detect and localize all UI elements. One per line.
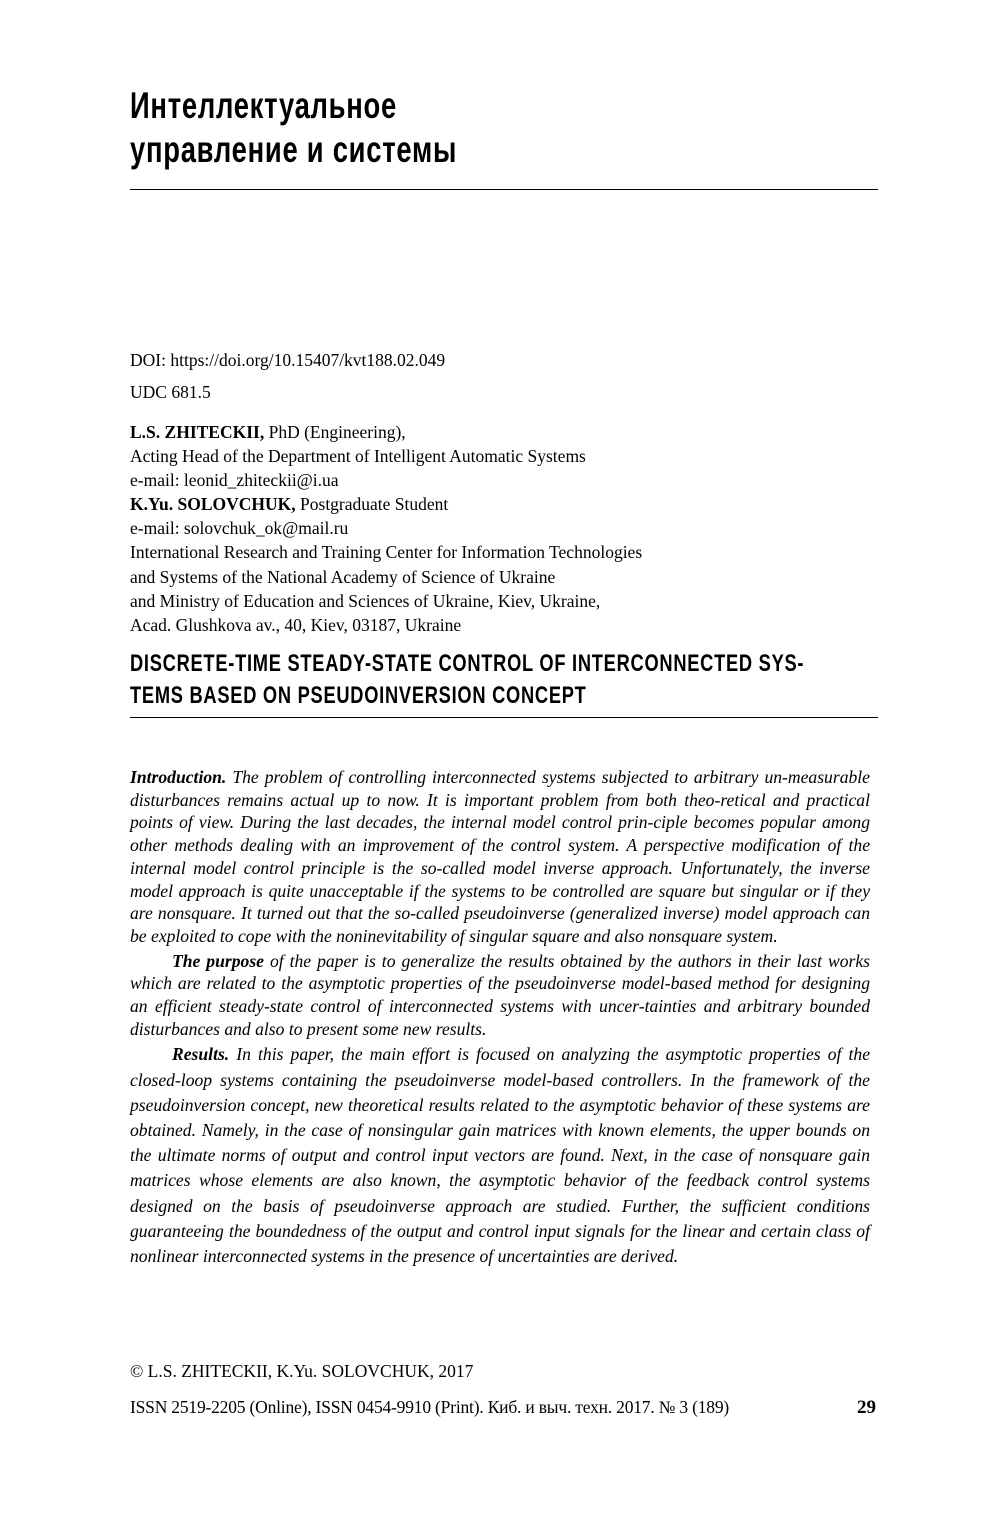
introduction-text: The problem of controlling interconnected systems subjected to arbitrary un-measurable disturbances remains actual up to now. It is important problem from both theo-retical and practical points of view. During the last decades, the internal model control prin-ciple becomes popular among other methods dealing with an improvement of the control system. A perspective modification of the internal model control principle is the so-called model inverse approach. Unfortunately, the inverse model approach is quite unacceptable if the systems to be controlled are square but singular or if they are nonsquare. It turned out that the so-called pseudoinverse (generalized inverse) model approach can be exploited to cope with the noninevitability of singular square and also nonsquare system. [130,767,870,946]
author-1-position: Acting Head of the Department of Intelligent Automatic Systems [130,446,586,467]
paper-title [130,648,878,712]
organization-line-4: Acad. Glushkova av., 40, Kiev, 03187, Ukraine [130,614,462,635]
section-heading-line-1: Интеллектуальное [130,85,397,126]
title-divider [130,717,878,718]
copyright-notice: © L.S. ZHITECKII, K.Yu. SOLOVCHUK, 2017 [130,1361,474,1381]
purpose-label: The purpose [172,950,264,971]
abstract-introduction [130,766,870,948]
abstract [130,766,870,1269]
organization-line-2: and Systems of the National Academy of Science of Ukraine [130,566,556,587]
author-2-line [130,492,642,516]
paper-title-line-2: TEMS BASED ON PSEUDOINVERSION CONCEPT [130,682,587,709]
purpose-text: of the paper is to generalize the results obtained by the authors in their last works which are related to the asymptotic properties of the pseudoinverse model-based method for designing an efficient steady-state control of interconnected systems with uncer-tainties and arbitrary bounded disturbances and also to present some new results. [130,950,870,1039]
organization-line-3: and Ministry of Education and Sciences of Ukraine, Kiev, Ukraine, [130,590,601,611]
author-1-email: e-mail: leonid_zhiteckii@i.ua [130,470,339,491]
author-2-email: e-mail: solovchuk_ok@mail.ru [130,518,349,539]
page-footer [130,1395,876,1419]
section-heading-line-2: управление и системы [130,129,458,170]
section-heading [130,84,684,172]
abstract-purpose [130,950,870,1041]
paper-title-line-1: DISCRETE-TIME STEADY-STATE CONTROL OF INTERCONNECTED SYS- [130,650,805,677]
udc-line: UDC 681.5 [130,382,211,402]
author-1-line [130,420,642,444]
section-divider [130,189,878,190]
author-2-name: K.Yu. SOLOVCHUK, [130,494,296,515]
page-number: 29 [857,1397,876,1418]
results-text: In this paper, the main effort is focused on analyzing the asymptotic properties of the closed-loop systems containing the pseudoinverse model-based controllers. In the framework of the pseudoinversion concept, new theoretical results related to the asymptotic behavior of these systems are obtained. Namely, in the case of nonsingular gain matrices with known elements, the upper bounds on the ultimate norms of output and control input vectors are found. Next, in the case of nonsquare gain matrices whose elements are also known, the asymptotic behavior of the feedback control systems designed on the basis of pseudoinverse approach are studied. Further, the sufficient conditions guaranteeing the boundedness of the output and control input signals for the linear and certain class of nonlinear interconnected systems in the presence of uncertainties are derived. [130,1044,870,1267]
doi-line: DOI: https://doi.org/10.15407/kvt188.02.049 [130,350,446,370]
results-label: Results. [172,1044,230,1065]
author-1-name: L.S. ZHITECKII, [130,422,265,442]
author-1-degree: PhD (Engineering), [264,422,406,442]
introduction-label: Introduction. [130,767,227,787]
abstract-results [130,1042,870,1269]
organization-line-1: International Research and Training Center for Information Technologies [130,542,643,563]
author-affiliations [130,420,642,637]
author-2-position: Postgraduate Student [295,494,449,515]
journal-issn: ISSN 2519-2205 (Online), ISSN 0454-9910 (Print). Киб. и выч. техн. 2017. № 3 (189) [130,1397,729,1417]
